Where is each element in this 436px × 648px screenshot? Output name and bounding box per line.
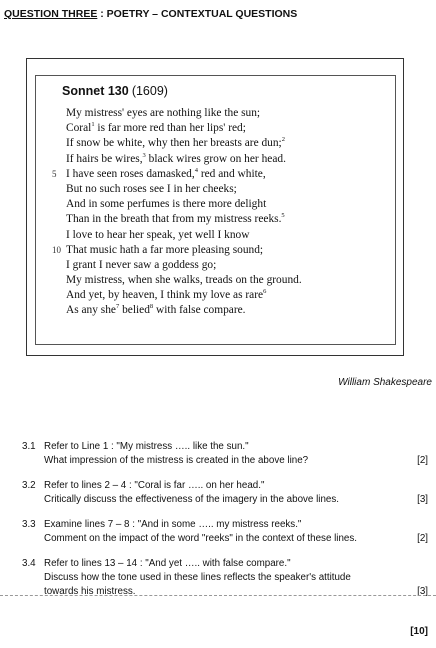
question-number: 3.3 (22, 519, 36, 530)
poem-line-text: My mistress' eyes are nothing like the sun; (66, 107, 261, 119)
question-text: Refer to Line 1 : "My mistress ….. like the sun." (44, 441, 249, 452)
poem-line (0, 182, 420, 197)
question-item (0, 440, 436, 468)
sonnet-year: (1609) (131, 84, 168, 98)
question-text: Comment on the impact of the word "reeks" in the context of these lines. (44, 533, 357, 544)
poem-line-text: Coral$^1$ is far more red than her lips' red; (66, 121, 246, 135)
section-heading (4, 8, 297, 20)
poem-line (0, 212, 420, 227)
poem-line-text: And in some perfumes is there more delight (66, 198, 267, 211)
poem-line-text: But no such roses see I in her cheeks; (66, 182, 237, 195)
poem-author: William Shakespeare (338, 377, 432, 388)
question-item (0, 518, 436, 546)
question-number: 3.2 (22, 480, 36, 491)
poem-line (0, 121, 420, 136)
footnote-marker: 1 (91, 121, 95, 129)
question-text: Critically discuss the effectiveness of the imagery in the above lines. (44, 494, 339, 505)
poem-line-text: And yet, by heaven, I think my love as rare$^6$ (66, 288, 267, 302)
question-marks: [2] (417, 455, 428, 466)
total-marks: [10] (410, 626, 428, 637)
poem-line (0, 197, 420, 212)
poem-line-text: As any she$^7$ belied$^8$ with false compare. (66, 303, 246, 317)
line-number: 5 (52, 168, 57, 179)
poem-line-text: If hairs be wires,$^3$ black wires grow on her head. (66, 151, 286, 165)
question-text: What impression of the mistress is created in the above line? (44, 455, 309, 466)
footnote-marker: 5 (281, 212, 285, 220)
question-item (0, 557, 436, 599)
poem-line-text: I grant I never saw a goddess go; (66, 258, 217, 271)
poem-body (0, 106, 420, 319)
footnote-marker: 7 (115, 303, 120, 311)
footnote-marker: 3 (142, 151, 146, 159)
poem-line (0, 167, 420, 182)
footnote-marker: 2 (281, 136, 285, 144)
footnote-marker: 6 (263, 288, 267, 296)
poem-line-text: I have seen roses damasked,$^4$ red and white, (66, 166, 266, 180)
poem-line (0, 273, 420, 288)
sonnet-name: Sonnet 130 (62, 84, 129, 98)
poem-line (0, 106, 420, 121)
poem-line-text: If snow be white, why then her breasts are dun;$^2$ (66, 136, 285, 150)
question-number: 3.1 (22, 441, 36, 452)
question-marks: [3] (417, 494, 428, 505)
heading-question-number: QUESTION THREE (4, 8, 98, 20)
page-fold-divider (0, 595, 436, 596)
poem-line-text: That music hath a far more pleasing sound; (66, 243, 264, 256)
poem-line (0, 258, 420, 273)
poem-line (0, 243, 420, 258)
question-text: towards his mistress. (44, 586, 136, 597)
heading-title: : POETRY – CONTEXTUAL QUESTIONS (97, 8, 298, 20)
question-marks: [2] (417, 533, 428, 544)
footnote-marker: 8 (149, 303, 154, 311)
question-text: Refer to lines 13 – 14 : "And yet ….. with false compare." (44, 558, 291, 569)
poem-line-text: My mistress, when she walks, treads on the ground. (66, 274, 302, 287)
question-text: Discuss how the tone used in these lines reflects the speaker's attitude (44, 572, 351, 583)
poem-line (0, 303, 420, 318)
poem-line-text: Than in the breath that from my mistress reeks.$^5$ (66, 212, 285, 226)
question-marks: [3] (417, 586, 428, 597)
line-number: 10 (52, 244, 61, 255)
footnote-marker: 4 (194, 166, 198, 174)
poem-line-text: I love to hear her speak, yet well I know (66, 228, 250, 241)
question-text: Refer to lines 2 – 4 : "Coral is far ….. on her head." (44, 480, 265, 491)
poem-line (0, 228, 420, 243)
sonnet-title (62, 84, 168, 99)
question-item (0, 479, 436, 507)
poem-line (0, 288, 420, 303)
question-text: Examine lines 7 – 8 : "And in some ….. my mistress reeks." (44, 519, 302, 530)
poem-line (0, 136, 420, 151)
question-number: 3.4 (22, 558, 36, 569)
poem-line (0, 152, 420, 167)
